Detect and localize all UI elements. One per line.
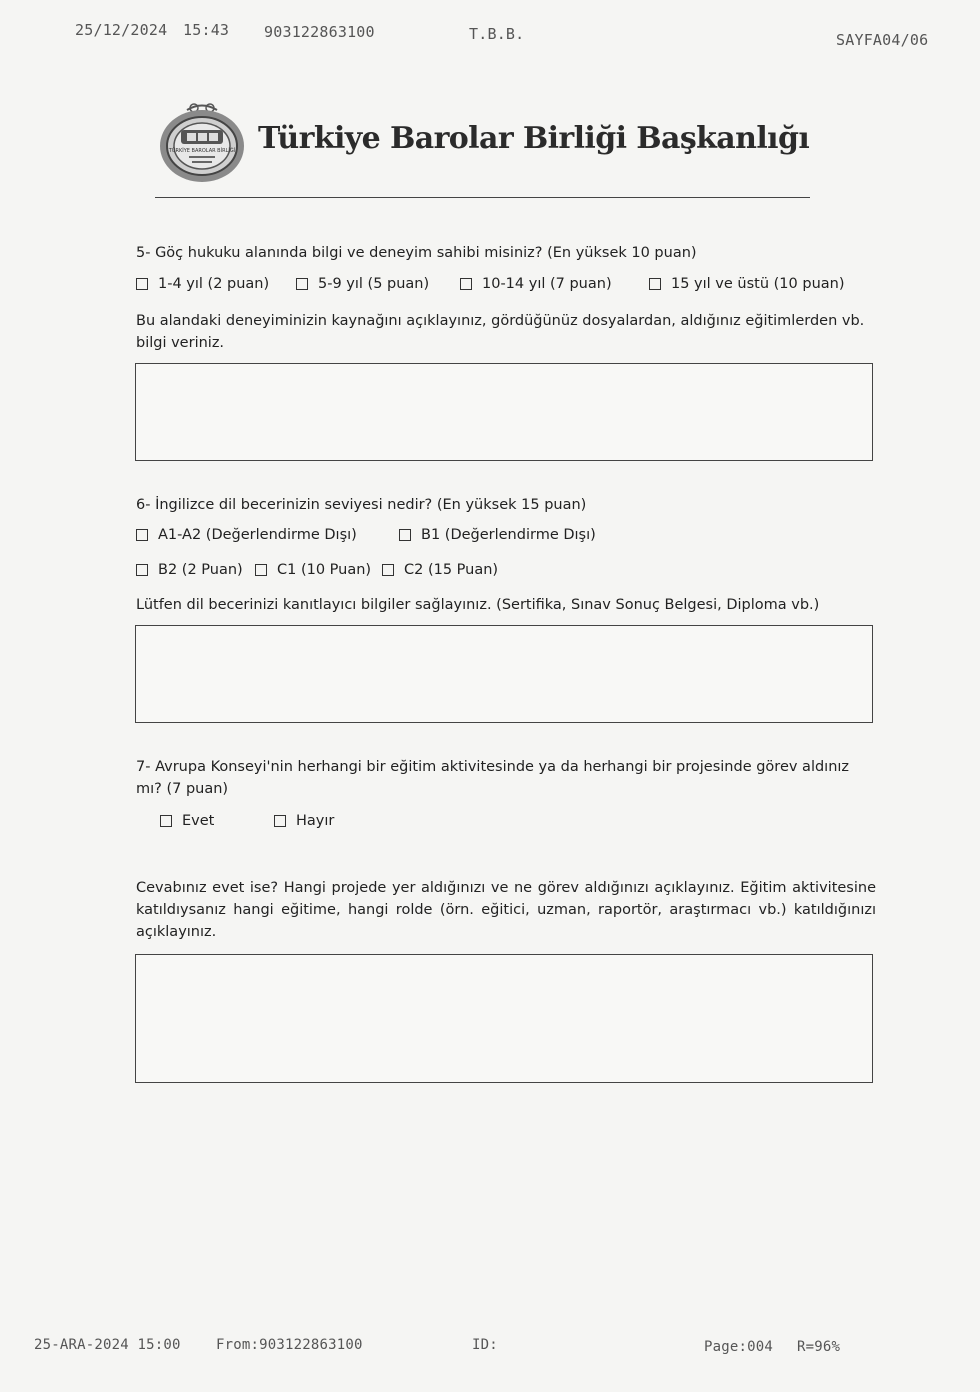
fax-time: 15:43 — [183, 21, 230, 39]
q6-question: 6- İngilizce dil becerinizin seviyesi nedir? (En yüksek 15 puan) — [136, 497, 587, 513]
checkbox-icon[interactable] — [399, 529, 411, 541]
q6-options-row2 — [136, 562, 516, 584]
q5-answer-field[interactable] — [135, 363, 873, 461]
q7-options — [160, 813, 380, 835]
q6-option-a1-a2[interactable]: A1-A2 (Değerlendirme Dışı) — [136, 527, 357, 543]
q7-option-yes[interactable]: Evet — [160, 813, 214, 829]
q5-prompt: Bu alandaki deneyiminizin kaynağını açıklayınız, gördüğünüz dosyalardan, aldığınız eğitimlerden vb. bilgi veriniz. — [136, 313, 865, 351]
q5-option-1-4[interactable]: 1-4 yıl (2 puan) — [136, 276, 269, 292]
q5-option-10-14[interactable]: 10-14 yıl (7 puan) — [460, 276, 612, 292]
header-divider — [155, 197, 810, 198]
fax-page: SAYFA04/06 — [836, 31, 929, 49]
checkbox-icon[interactable] — [255, 564, 267, 576]
q6-answer-field[interactable] — [135, 625, 873, 723]
checkbox-icon[interactable] — [296, 278, 308, 290]
q7-question: 7- Avrupa Konseyi'nin herhangi bir eğitim aktivitesinde ya da herhangi bir projesinde görev aldınız mı? (7 puan) — [136, 759, 850, 797]
q7-prompt: Cevabınız evet ise? Hangi projede yer aldığınızı ve ne görev aldığınızı açıklayınız. Eğitim aktivitesine katıldıysanız hangi eğitime, hangi rolde (örn. eğitici, uzman, raportör, araştırmacı vb.) katıldığınızı açıklayınız. — [136, 880, 876, 940]
fax-footer-resolution: R=96% — [797, 1339, 841, 1355]
checkbox-icon[interactable] — [274, 815, 286, 827]
q6-option-b2[interactable]: B2 (2 Puan) — [136, 562, 243, 578]
fax-footer-from: From:903122863100 — [216, 1337, 363, 1353]
checkbox-icon[interactable] — [460, 278, 472, 290]
q5-question: 5- Göç hukuku alanında bilgi ve deneyim sahibi misiniz? (En yüksek 10 puan) — [136, 245, 697, 261]
q7-answer-field[interactable] — [135, 954, 873, 1083]
bar-association-seal-icon — [157, 100, 247, 184]
fax-sender: T.B.B. — [469, 25, 525, 43]
checkbox-icon[interactable] — [136, 564, 148, 576]
q6-prompt: Lütfen dil becerinizi kanıtlayıcı bilgiler sağlayınız. (Sertifika, Sınav Sonuç Belgesi, Diploma vb.) — [136, 597, 820, 613]
fax-footer-page: Page:004 — [704, 1339, 774, 1355]
organization-title: Türkiye Barolar Birliği Başkanlığı — [258, 121, 810, 156]
fax-date: 25/12/2024 — [75, 21, 168, 39]
q6-options-row1 — [136, 527, 636, 549]
q5-options — [136, 276, 866, 298]
q6-option-b1[interactable]: B1 (Değerlendirme Dışı) — [399, 527, 596, 543]
fax-footer-datetime: 25-ARA-2024 15:00 — [34, 1337, 181, 1353]
checkbox-icon[interactable] — [382, 564, 394, 576]
checkbox-icon[interactable] — [160, 815, 172, 827]
checkbox-icon[interactable] — [136, 529, 148, 541]
q6-option-c2[interactable]: C2 (15 Puan) — [382, 562, 498, 578]
q6-option-c1[interactable]: C1 (10 Puan) — [255, 562, 371, 578]
fax-number: 903122863100 — [264, 23, 375, 41]
q5-option-5-9[interactable]: 5-9 yıl (5 puan) — [296, 276, 429, 292]
checkbox-icon[interactable] — [649, 278, 661, 290]
checkbox-icon[interactable] — [136, 278, 148, 290]
q5-option-15-plus[interactable]: 15 yıl ve üstü (10 puan) — [649, 276, 845, 292]
seal-text: TÜRKİYE BAROLAR BİRLİĞİ — [168, 148, 236, 154]
fax-footer-id: ID: — [472, 1337, 498, 1353]
q7-option-no[interactable]: Hayır — [274, 813, 334, 829]
